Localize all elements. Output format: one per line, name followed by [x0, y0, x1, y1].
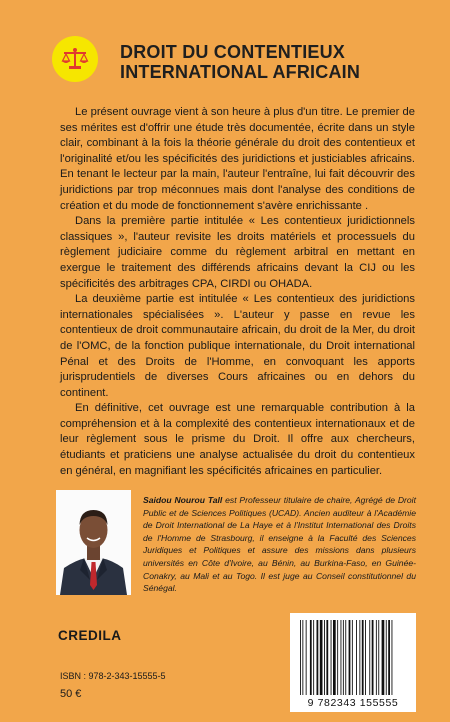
- summary-paragraph-4: En définitive, cet ouvrage est une remarquable contribution à la compréhension et à la complexité des contentieux internationaux et de leur règlement sous le prisme du Droit. Il offre aux chercheurs, étudiants et praticiens une analyse actualisée du droit du contentieux en général, en magnifiant les spécificités africaines en particulier.: [60, 402, 415, 477]
- author-name: Saidou Nourou Tall: [143, 495, 223, 505]
- barcode-number: 9 782343 155555: [307, 697, 399, 709]
- barcode-bar: [392, 620, 393, 695]
- author-photo: [56, 490, 131, 595]
- barcode-bar: [365, 620, 366, 695]
- summary-paragraph-1: Le présent ouvrage vient à son heure à plus d'un titre. Le premier de ses mérites est d'offrir une étude très documentée, écrite dans un style clair, combinant à la fois la théorie générale du droit des contentieux et l'originalité et/ou les spécificités des juridictions et justiciables africains. En tenant le lecteur par la main, l'auteur l'entraîne, lui fait découvrir des juridictions par trop méconnues mais dont l'analyse des conditions de création et du mode de fonctionnement s'avère enrichissante .: [60, 106, 415, 212]
- barcode-bar: [302, 620, 303, 695]
- barcode-bar: [349, 620, 351, 695]
- price-label: 50 €: [60, 688, 82, 700]
- author-bio-text: est Professeur titulaire de chaire, Agrégé de Droit Public et de Sciences Politiques (UCAD). Ancien auditeur à l'Académie de Droit International de La Haye et à l'Institut International des Droits de l'Homme de Strasbourg, il enseigne à la Faculté des Sciences Juridiques et Politiques et assure des missions dans plusieurs universités en Côte d'Ivoire, au Bénin, au Burkina-Faso, en Guinée-Conakry, au Mali et au Togo. Il est juge au Conseil constitutionnel du Sénégal.: [143, 495, 416, 594]
- barcode-bar: [386, 620, 387, 695]
- barcode-bar: [337, 620, 338, 695]
- isbn-label: ISBN : 978-2-343-15555-5: [60, 671, 166, 681]
- book-title-line2: INTERNATIONAL AFRICAIN: [120, 62, 361, 82]
- barcode-bar: [310, 620, 312, 695]
- barcode-bar: [326, 620, 328, 695]
- publisher-logo: [52, 36, 98, 82]
- summary-paragraph-3: La deuxième partie est intitulée « Les contentieux des juridictions internationales spécialisées ». L'auteur y passe en revue les contentieux de droit communautaire africain, du droit de la Mer, du droit de l'OMC, de la fonction publique internationale, du Droit international Pénal et des Droits de l'Homme, en convoquant les apports jurisprudentiels de diverses Cours africaines ou en dehors du continent.: [60, 293, 415, 399]
- barcode-bar: [362, 620, 364, 695]
- barcode-bar: [372, 620, 374, 695]
- barcode-bar: [324, 620, 325, 695]
- barcode-bar: [388, 620, 390, 695]
- book-title-line1: DROIT DU CONTENTIEUX: [120, 42, 346, 62]
- barcode-bar: [356, 620, 357, 695]
- publisher-name: CREDILA: [58, 628, 122, 643]
- author-bio: [143, 494, 416, 595]
- barcode-bar: [320, 620, 323, 695]
- barcode-bar: [300, 620, 301, 695]
- barcode-bar: [306, 620, 307, 695]
- barcode-bar: [369, 620, 370, 695]
- summary-paragraph-2: Dans la première partie intitulée « Les contentieux juridictionnels classiques », l'auteur revisite les droits matériels et processuels du règlement judiciaire comme du règlement arbitral en mettant en exergue le traitement des différends africains devant la CIJ ou les spécificités des arbitrages CPA, CIRDI ou OHADA.: [60, 215, 415, 290]
- barcode-bar: [333, 620, 336, 695]
- barcode-bar: [382, 620, 385, 695]
- barcode-bars: [298, 620, 408, 695]
- barcode-bar: [341, 620, 342, 695]
- barcode-bar: [359, 620, 360, 695]
- barcode-bar: [317, 620, 319, 695]
- barcode-bar: [313, 620, 314, 695]
- barcode-bar: [343, 620, 344, 695]
- barcode-bar: [378, 620, 379, 695]
- barcode-bar: [331, 620, 332, 695]
- back-cover-summary: [60, 105, 415, 479]
- barcode-bar: [345, 620, 346, 695]
- scales-of-justice-icon: [61, 47, 89, 71]
- barcode-bar: [352, 620, 353, 695]
- barcode: [290, 613, 416, 712]
- barcode-bar: [376, 620, 377, 695]
- book-title: [120, 42, 360, 82]
